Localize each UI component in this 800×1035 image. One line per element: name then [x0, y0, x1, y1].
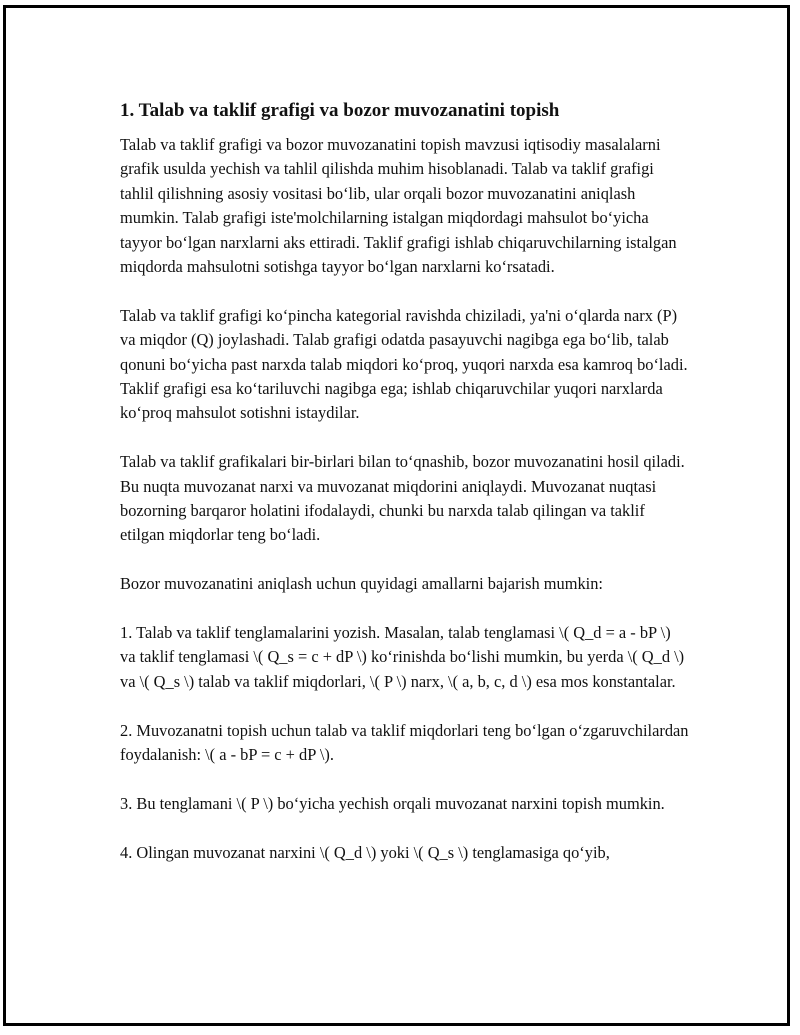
paragraph-steps-intro: Bozor muvozanatini aniqlash uchun quyidagi amallarni bajarish mumkin:	[120, 574, 603, 594]
step-1: 1. Talab va taklif tenglamalarini yozish. Masalan, talab tenglamasi \( Q_d = a - bP \) va taklif tenglamasi \( Q_s = c + dP \) ko‘rinishda bo‘lishi mumkin, bu yerda \( Q_d \) va \( Q_s \) talab va taklif miqdorlari, \( P \) narx, \( a, b, c, d \) esa mos konstantalar.	[120, 623, 685, 691]
paragraph-graph-description: Talab va taklif grafigi ko‘pincha kategorial ravishda chiziladi, ya'ni o‘qlarda narx (P) va miqdor (Q) joylashadi. Talab grafigi odatda pasayuvchi nagibga ega bo‘lib, talab qonuni bo‘yicha past narxda talab miqdori ko‘proq, yuqori narxda esa kamroq bo‘ladi. Taklif grafigi esa ko‘tariluvchi nagibga ega; ishlab chiqaruvchilar yuqori narxlarda ko‘proq mahsulot sotishni istaydilar.	[120, 305, 688, 423]
document-body	[120, 99, 690, 889]
step-2: 2. Muvozanatni topish uchun talab va taklif miqdorlari teng bo‘lgan o‘zgaruvchilardan foydalanish: \( a - bP = c + dP \).	[120, 720, 689, 765]
page-title: 1. Talab va taklif grafigi va bozor muvozanatini topish	[120, 100, 560, 121]
step-3: 3. Bu tenglamani \( P \) bo‘yicha yechish orqali muvozanat narxini topish mumkin.	[120, 793, 665, 813]
step-4: 4. Olingan muvozanat narxini \( Q_d \) yoki \( Q_s \) tenglamasiga qo‘yib,	[120, 842, 610, 862]
paragraph-equilibrium: Talab va taklif grafikalari bir-birlari bilan to‘qnashib, bozor muvozanatini hosil qiladi. Bu nuqta muvozanat narxi va muvozanat miqdorini aniqlaydi. Muvozanat nuqtasi bozorning barqaror holatini ifodalaydi, chunki bu narxda talab qilingan va taklif etilgan miqdorlar teng bo‘ladi.	[120, 452, 685, 545]
paragraph-intro: Talab va taklif grafigi va bozor muvozanatini topish mavzusi iqtisodiy masalalarni grafik usulda yechish va tahlil qilishda muhim hisoblanadi. Talab va taklif grafigi tahlil qilishning asosiy vositasi bo‘lib, ular orqali bozor muvozanatini aniqlash mumkin. Talab grafigi iste'molchilarning istalgan miqdordagi mahsulot bo‘yicha tayyor bo‘lgan narxlarni aks ettiradi. Taklif grafigi ishlab chiqaruvchilarning istalgan miqdorda mahsulotni sotishga tayyor bo‘lgan narxlarni ko‘rsatadi.	[120, 135, 677, 277]
page-frame	[3, 5, 790, 1026]
